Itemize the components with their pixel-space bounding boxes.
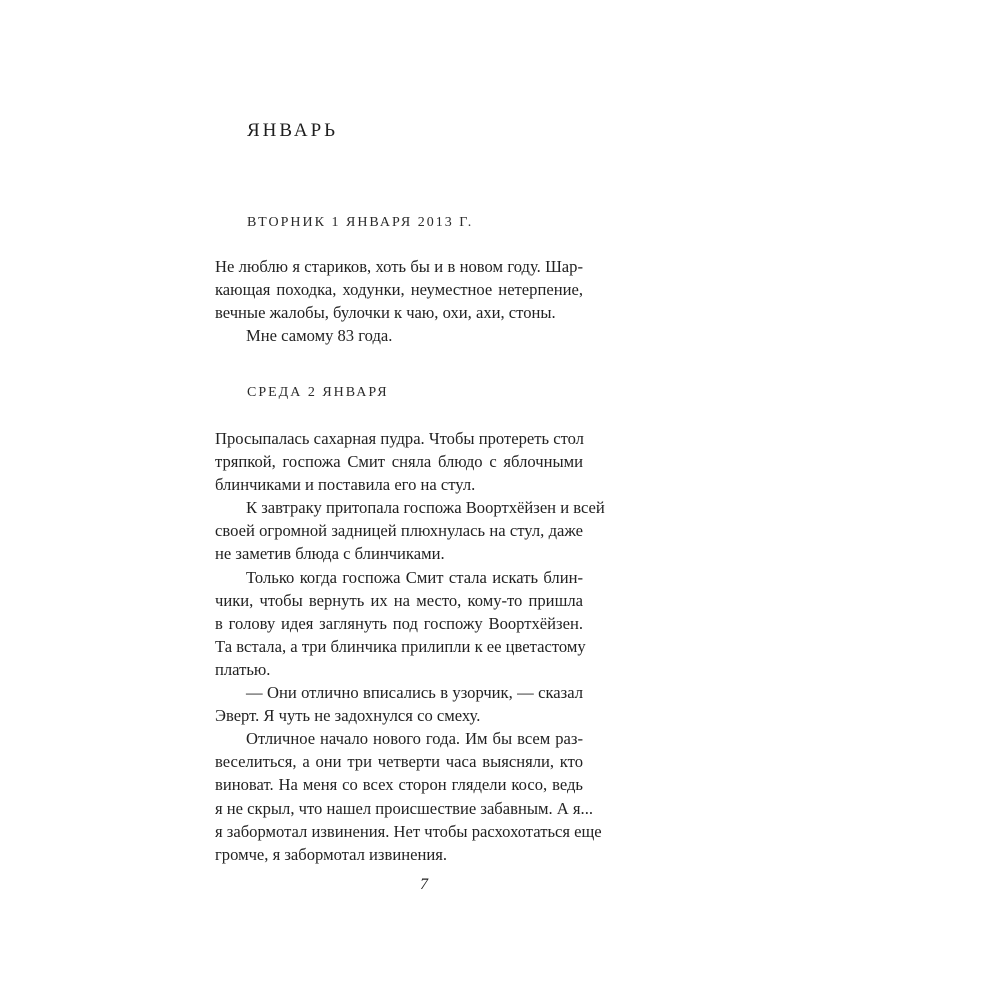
text-line: веселиться, а они три четверти часа выясняли, кто [215,752,583,772]
text-line: блинчиками и поставила его на стул. [215,475,476,495]
chapter-title: январь [247,112,339,142]
text-line: не заметив блюда с блинчиками. [215,544,445,564]
text-line: тряпкой, госпожа Смит сняла блюдо с яблочными [215,452,583,472]
entry-body [215,427,605,866]
text-line: чики, чтобы вернуть их на место, кому-то пришла [215,590,583,610]
entry-body [215,255,583,347]
text-line: Мне самому 83 года. [246,326,393,346]
text-line: платью. [215,659,271,679]
text-line: я забормотал извинения. Нет чтобы расхохотаться еще [215,821,602,841]
text-line: Не люблю я стариков, хоть бы и в новом году. Шар- [215,257,583,276]
entry-heading: ВТОРНИК 1 ЯНВАРЯ 2013 Г. [247,215,474,230]
text-line: вечные жалобы, булочки к чаю, охи, ахи, стоны. [215,303,556,323]
text-line: кающая походка, ходунки, неуместное нетерпение, [215,280,583,300]
text-line: Отличное начало нового года. Им бы всем раз- [246,729,583,749]
text-line: Просыпалась сахарная пудра. Чтобы протереть стол [215,429,584,448]
text-line: я не скрыл, что нашел происшествие забавным. А я... [215,798,593,818]
text-line: громче, я забормотал извинения. [215,844,447,864]
text-line: Эверт. Я чуть не задохнулся со смеху. [215,706,481,726]
text-line: — Они отлично вписались в узорчик, — сказал [246,683,583,703]
page-number: 7 [420,876,428,893]
entry-heading: СРЕДА 2 ЯНВАРЯ [247,385,389,400]
text-line: Та встала, а три блинчика прилипли к ее цветастому [215,636,586,656]
text-line: виноват. На меня со всех сторон глядели косо, ведь [215,775,583,795]
text-line: своей огромной задницей плюхнулась на стул, даже [215,521,583,541]
text-line: в голову идея заглянуть под госпожу Воортхёйзен. [215,613,583,633]
text-line: Только когда госпожа Смит стала искать блин- [246,567,583,587]
text-line: К завтраку притопала госпожа Воортхёйзен и всей [246,498,605,518]
